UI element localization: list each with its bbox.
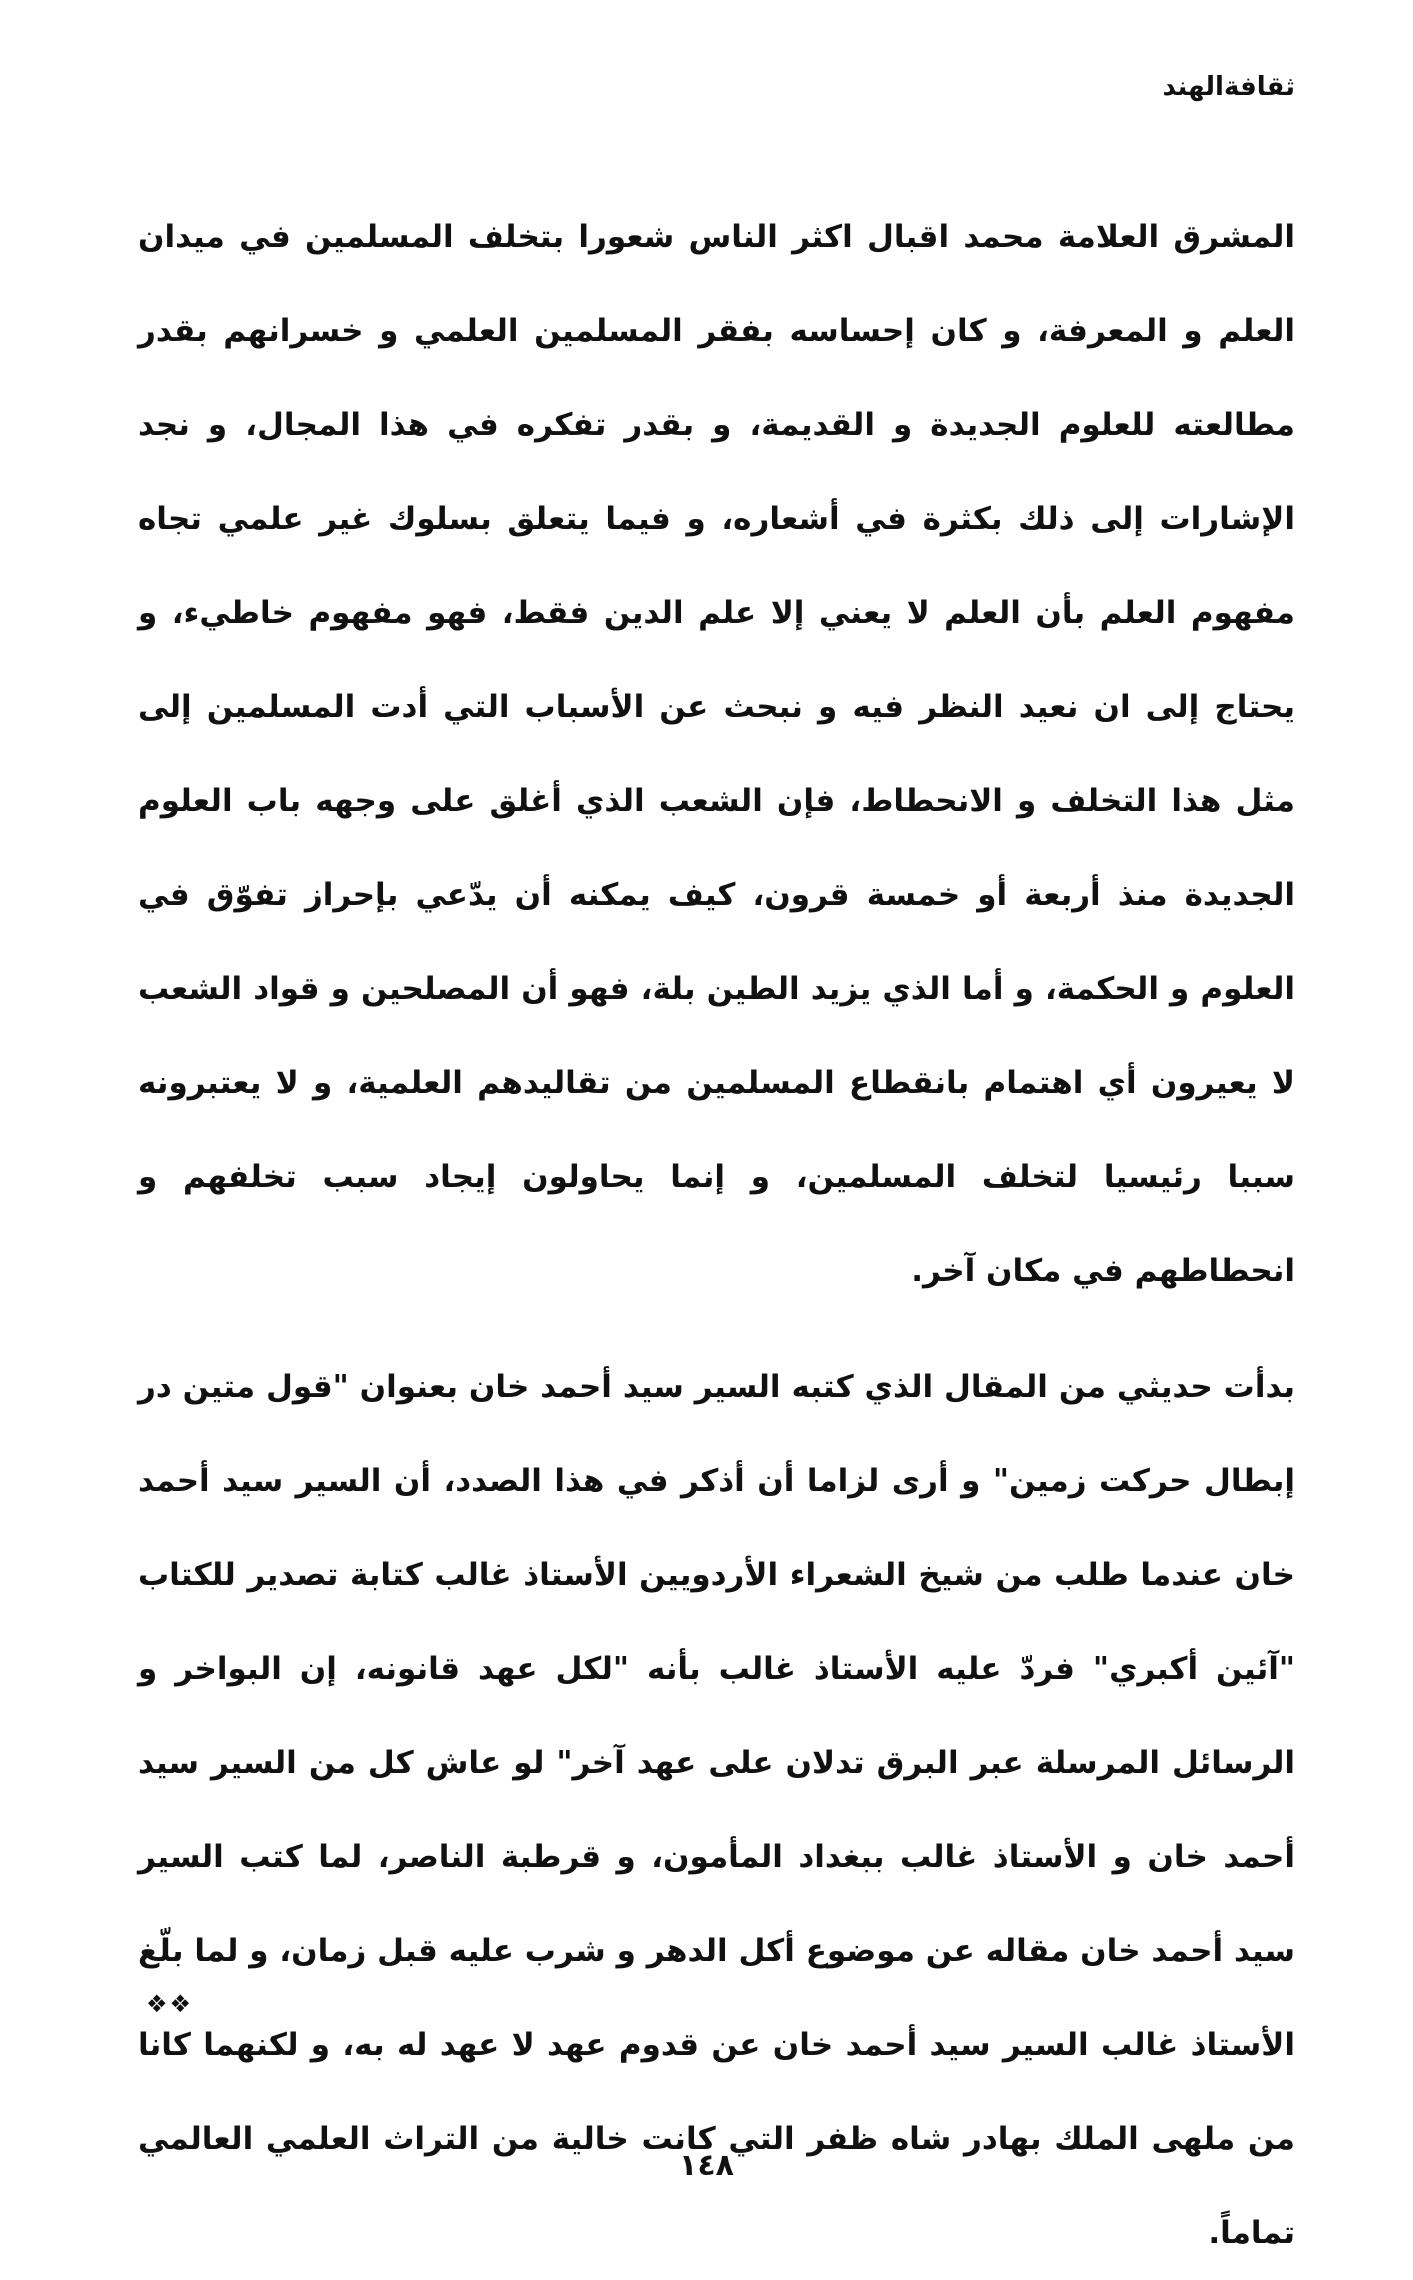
running-header: ثقافةالهند xyxy=(1162,72,1295,102)
paragraph-1: المشرق العلامة محمد اقبال اكثر الناس شعورا بتخلف المسلمين في ميدان العلم و المعرفة، و كان إحساسه بفقر المسلمين العلمي و خسرانهم بقدر مطالعته للعلوم الجديدة و القديمة، و بقدر تفكره في هذا المجال، و نجد الإشارات إلى ذلك بكثرة في أشعاره، و فيما يتعلق بسلوك غير علمي تجاه مفهوم العلم بأن العلم لا يعني إلا علم الدين فقط، فهو مفهوم خاطيء، و يحتاج إلى ان نعيد النظر فيه و نبحث عن الأسباب التي أدت المسلمين إلى مثل هذا التخلف و الانحطاط، فإن الشعب الذي أغلق على وجهه باب العلوم الجديدة منذ أربعة أو خمسة قرون، كيف يمكنه أن يدّعي بإحراز تفوّق في العلوم و الحكمة، و أما الذي يزيد الطين بلة، فهو أن المصلحين و قواد الشعب لا يعيرون أي اهتمام بانقطاع المسلمين من تقاليدهم العلمية، و لا يعتبرونه سببا رئيسيا لتخلف المسلمين، و إنما يحاولون إيجاد سبب تخلفهم و انحطاطهم في مكان آخر. xyxy=(138,219,1295,1289)
section-ornament-icon: ❖❖ xyxy=(146,1990,194,2018)
body-text xyxy=(138,190,1295,2280)
page-number: ١٤٨ xyxy=(679,2148,734,2183)
paragraph-2: بدأت حديثي من المقال الذي كتبه السير سيد أحمد خان بعنوان "قول متين در إبطال حركت زمين" و أرى لزاما أن أذكر في هذا الصدد، أن السير سيد أحمد خان عندما طلب من شيخ الشعراء الأردويين الأستاذ غالب كتابة تصدير للكتاب "آئين أكبري" فردّ عليه الأستاذ غالب بأنه "لكل عهد قانونه، إن البواخر و الرسائل المرسلة عبر البرق تدلان على عهد آخر" لو عاش كل من السير سيد أحمد خان و الأستاذ غالب ببغداد المأمون، و قرطبة الناصر، لما كتب السير سيد أحمد خان مقاله عن موضوع أكل الدهر و شرب عليه قبل زمان، و لما بلّغ الأستاذ غالب السير سيد أحمد خان عن قدوم عهد لا عهد له به، و لكنهما كانا من ملهى الملك بهادر شاه ظفر التي كانت خالية من التراث العلمي العالمي تماماً. xyxy=(138,1369,1295,2251)
